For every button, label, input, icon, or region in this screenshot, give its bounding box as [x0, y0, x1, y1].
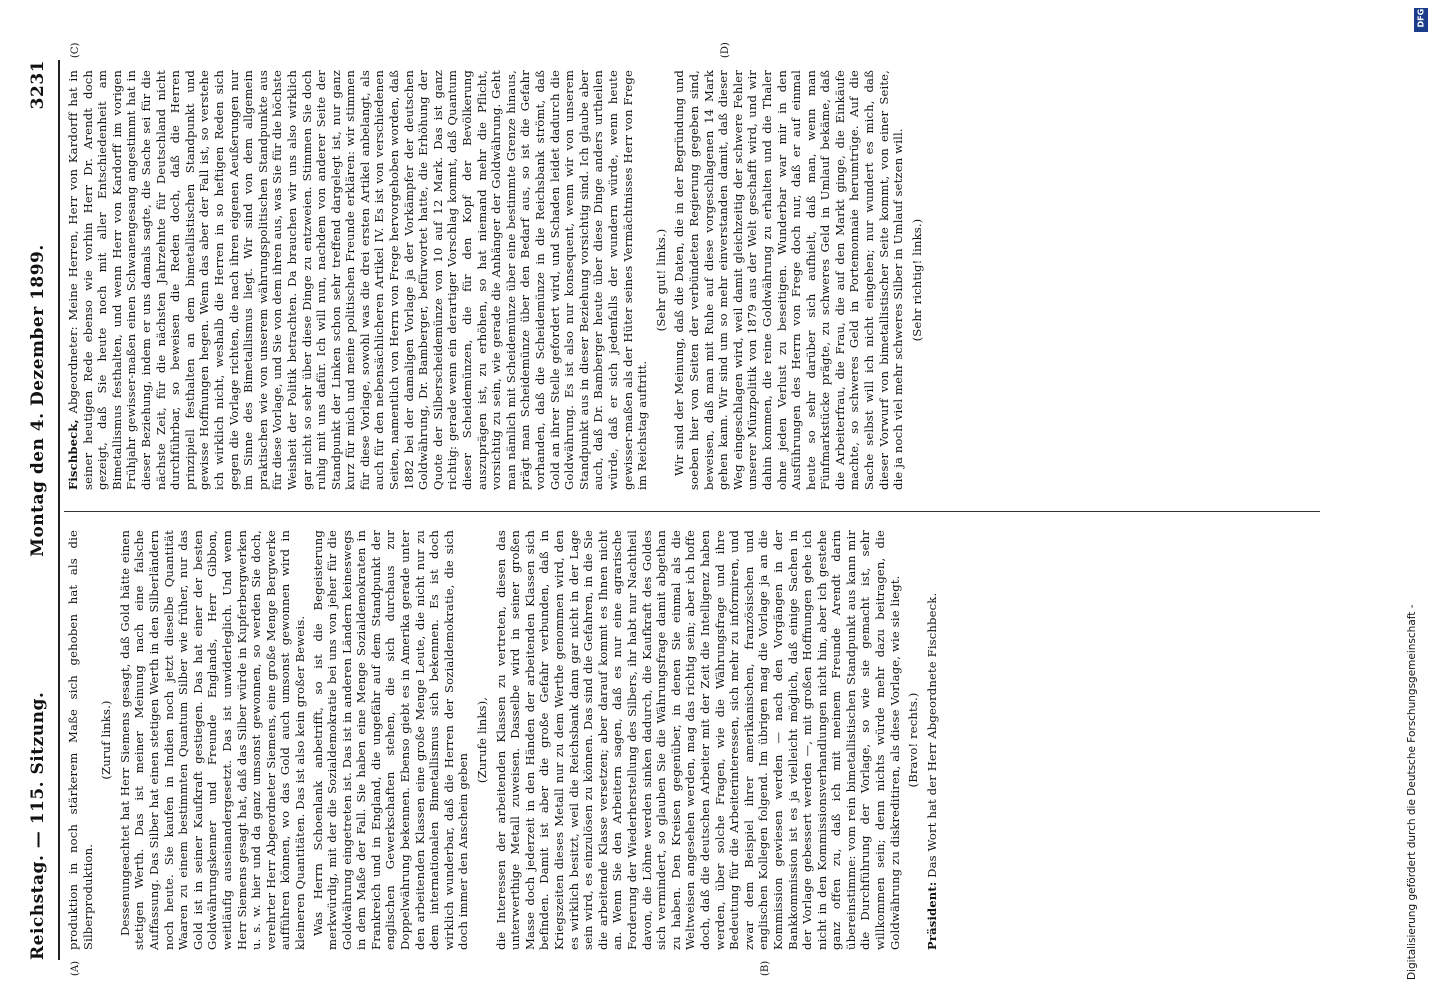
paragraph: Wir sind der Meinung, daß die Daten, die in der Begründung und soeben hier von Seiten der verbündeten Regierung gegeben sind, beweisen, daß man mit Ruhe auf diese vorgeschlagenen 14 Mark gehen kann. Wir sind um so mehr einverstanden damit, daß dieser Weg eingeschlagen wird, weil damit gleichzeitig der schwere Fehler unserer Münzpolitik von 1879 aus der Welt geschafft wird, und wir dahin kommen, die reine Goldwährung zu erhalten und die Thaler ohne jeden Verlust zu beseitigen. Wunderbar war mir in den Ausführungen des Herrn von Frege doch nur, daß er auf einmal heute so sehr darüber sich aufhielt, daß man, wenn man Fünfmarkstücke prägte, zu schweres Geld in Umlauf bekäme, daß die Arbeiterfrau, die Frau, die auf den Markt ginge, die Einkäufe machte, so schweres Geld in Portemonnaie herumtrüge. Auf die Sache selbst will ich nicht eingehen; nur wundert es mich, daß dieser Vorwurf von bimetallistischer Seite kommt, von einer Seite, die ja noch viel mehr schweres Silber in Umlauf setzen will. — [672, 70, 906, 490]
paragraph: produktion in noch stärkerem Maße sich gehoben hat als die Silberproduktion. — [66, 530, 95, 950]
funding-note: Digitalisierung gefördert durch die Deutsche Forschungsgemeinschaft - — [1406, 604, 1418, 980]
paragraph: die Interessen der arbeitenden Klassen zu vertreten, diesen das unterwerthige Metall zuweisen. Dasselbe wird in seiner großen Masse doch jederzeit in den Händen der arbeitenden Klassen sich befinden. Damit ist aber die große Gefahr verbunden, daß in Kriegszeiten dieses Metall nur zu dem Werthe genommen wird, den es wirklich besitzt, weil die Reichsbank dann gar nicht in der Lage sein wird, es einzulösen zu können. Das sind die Gefahren, in die Sie die arbeitende Klasse versetzen; aber darauf kommt es Ihnen nicht an. Wenn Sie den Arbeitern sagen, daß es nur eine agrarische Forderung der Wiederherstellung des Silbers, ihr habt nur Nachtheil davon, die Löhne werden sinken dadurch, die Kaufkraft des Goldes sich vermindert, so glauben Sie die Währungsfrage damit abgethan zu haben. Den Kreisen gegenüber, in denen Sie einmal als die Weltweisen angesehen werden, mag das richtig sein; aber ich hoffe doch, daß die deutschen Arbeiter mit der Zeit die Intelligenz haben werden, über solche Fragen, wie die Währungsfrage und ihre Bedeutung für die Arbeiterinteressen, sich mehr zu informiren, und zwar dem Beispiel ihrer amerikanischen, französischen und englischen Kollegen folgend. Im übrigen mag die Vorlage ja an die Kommission gewiesen werden — nach den Vorgängen in der Bankkommission ist es ja vielleicht möglich, daß einige Sachen in der Vorlage gebessert werden —, mit großen Hoffnungen gehe ich nicht in den Kommissionsverhandlungen nicht hin, aber ich gestehe ganz offen zu, daß ich mit meinem Freunde Arendt darin übereinstimme: vom rein bimetallistischen Standpunkt aus kann mir die Durchführung der Vorlage, so wie sie gemacht ist, sehr willkommen sein; denn nichts würde mehr dazu beitragen, die Goldwährung zu diskreditiren, als diese Vorlage, wie sie liegt. — [493, 530, 902, 950]
header-session: Reichstag. — 115. Sitzung. — [28, 691, 48, 960]
dfg-logo — [1414, 8, 1428, 32]
speaker-name: Fischbeck, — [66, 419, 80, 490]
speaker-name: Präsident: — [924, 881, 939, 950]
margin-marker-d: (D) — [720, 42, 731, 58]
dfg-logo-text: DFG — [1416, 8, 1426, 28]
column-divider — [64, 511, 1320, 512]
left-column — [66, 530, 942, 950]
header-date: Montag den 4. Dezember 1899. — [28, 244, 48, 557]
paragraph — [66, 70, 650, 490]
interjection: (Zuruf links.) — [99, 700, 114, 780]
right-column — [66, 70, 928, 490]
interjection: (Bravo! rechts.) — [906, 692, 921, 788]
speech-text: Das Wort hat der Herr Abgeordnete Fischbeck. — [924, 592, 939, 882]
page-header — [24, 60, 52, 960]
margin-marker-b: (B) — [760, 960, 771, 976]
header-rule — [58, 60, 60, 960]
interjection: (Sehr gut! links.) — [653, 228, 668, 332]
interjection: (Sehr richtig! links.) — [909, 218, 924, 342]
header-page-number: 3231 — [28, 60, 48, 110]
speech-text: Abgeordneter: Meine Herren, Herr von Kardorff hat in seiner heutigen Rede ebenso wie vorhin Herr Dr. Arendt doch gezeigt, daß Sie heute noch mit aller Entschiedenheit am Bimetallismus festhalten, und wenn Herr von Kardorff im vorigen Frühjahr gewisser-maßen einen Schwanengesang angestimmt hat in dieser Beziehung, indem er uns damals sagte, die Sache sei für die nächste Zeit, für die nächsten Jahrzehnte für Deutschland nicht durchführbar, so beweisen die Reden doch, daß die Herren prinzipiell festhalten an dem bimetallistischen Standpunkt und gewisse Hoffnungen hegen. Wenn das aber der Fall ist, so verstehe ich wirklich nicht, weshalb die Herren in so heftigen Reden sich gegen die Vorlage richten, die nach ihren eigenen Aeußerungen nur im Sinne des Bimetallismus liegt. Wir sind von dem allgemein praktischen wie von unserem währungspolitischen Standpunkte aus für diese Vorlage, und Sie von dem ihren aus, was Sie für die höchste Weisheit der Politik betrachten. Da brauchen wir uns also wirklich gar nicht so sehr über diese Dinge zu entzweien. Stimmen Sie doch ruhig mit uns dafür. Ich will nun, nachdem von anderer Seite der Standpunkt der Linken schon sehr treffend dargelegt ist, nur ganz kurz für mich und meine politischen Freunde erklären: wir stimmen für diese Vorlage, sowohl was die drei ersten Artikel anbelangt, als auch für den nebensächlicheren Artikel IV. Es ist von verschiedenen Seiten, namentlich von Herrn von Frege hervorgehoben worden, daß 1882 bei der damaligen Vorlage ja der Vorkämpfer der deutschen Goldwährung, Dr. Bamberger, befürwortet hatte, die Erhöhung der Quote der Silberscheidemünze von 10 auf 12 Mark. Das ist ganz richtig: gerade wenn ein derartiger Vorschlag kommt, daß Quantum dieser Scheidemünzen, die für den Kopf der Bevölkerung auszuprägen ist, zu erhöhen, so hat niemand mehr die Pflicht, vorsichtig zu sein, wie gerade die Anhänger der Goldwährung. Geht man nämlich mit Scheidemünze über eine bestimmte Grenze hinaus, prägt man Scheidemünze über den Bedarf aus, so ist die Gefahr vorhanden, daß die Scheidemünze in die Reichsbank strömt, daß Gold an ihrer Stelle gefordert wird, und Schaden leidet dadurch die Goldwährung. Es ist also nur konsequent, wenn wir von unserem Standpunkt aus in dieser Beziehung vorsichtig sind. Ich glaube aber auch, daß Dr. Bamberger heute über diese Dinge anders urtheilen würde, daß er sich jedenfalls der wundern würde, wenn heute gewisser-maßen als der Hüter seines Vermächtnisses Herr von Frege im Reichstag auftritt. — [66, 70, 650, 490]
margin-marker-a: (A) — [70, 960, 81, 976]
margin-marker-c: (C) — [70, 42, 81, 58]
paragraph: Dessenungeachtet hat Herr Siemens gesagt, daß Gold hätte einen stetigen Werth. Das ist meiner Meinung nach eine falsche Auffassung. Das Silber hat einen stetigen Werth in den Silberländern noch heute. Sie kaufen in Indien noch jetzt dieselbe Quantität Waaren zu einem bestimmten Quantum Silber wie früher, nur das Gold ist in seiner Kaufkraft gestiegen. Das hat einer der besten Goldwährungskenner und Freunde Englands, Herr Gibbon, weitläufig auseinandergesetzt. Das ist unwiderleglich. Und wenn Herr Siemens gesagt hat, daß das Silber würde in Kupferbergwerken u. s. w. hier und da ganz umsonst gewonnen, so werden Sie doch, verehrter Herr Abgeordneter Siemens, eine große Menge Bergwerke aufführen können, wo das Gold auch umsonst gewonnen wird in kleineren Quantitäten. Das ist also kein großer Beweis. — [117, 530, 307, 950]
interjection: (Zurufe links), — [475, 696, 490, 784]
paragraph: Was Herrn Schoenlank anbetrifft, so ist die Begeisterung merkwürdig, mit der die Sozialdemokratie bei uns von jeher für die Goldwährung eingetreten ist. Das ist in anderen Ländern keineswegs in dem Maße der Fall. Sie haben eine Menge Sozialdemokraten in Frankreich und in England, die ungefähr auf dem Standpunkt der englischen Gewerkschaften stehen, die sich durchaus zur Doppelwährung bekennen. Ebenso giebt es in Amerika gerade unter den arbeitenden Klassen eine große Menge Leute, die nicht nur zu dem internationalen Bimetallismus sich bekennen. Es ist doch wirklich wunderbar, daß die Herren der Sozialdemokratie, die sich doch immer den Anschein geben — [310, 530, 471, 950]
paragraph — [925, 530, 940, 950]
